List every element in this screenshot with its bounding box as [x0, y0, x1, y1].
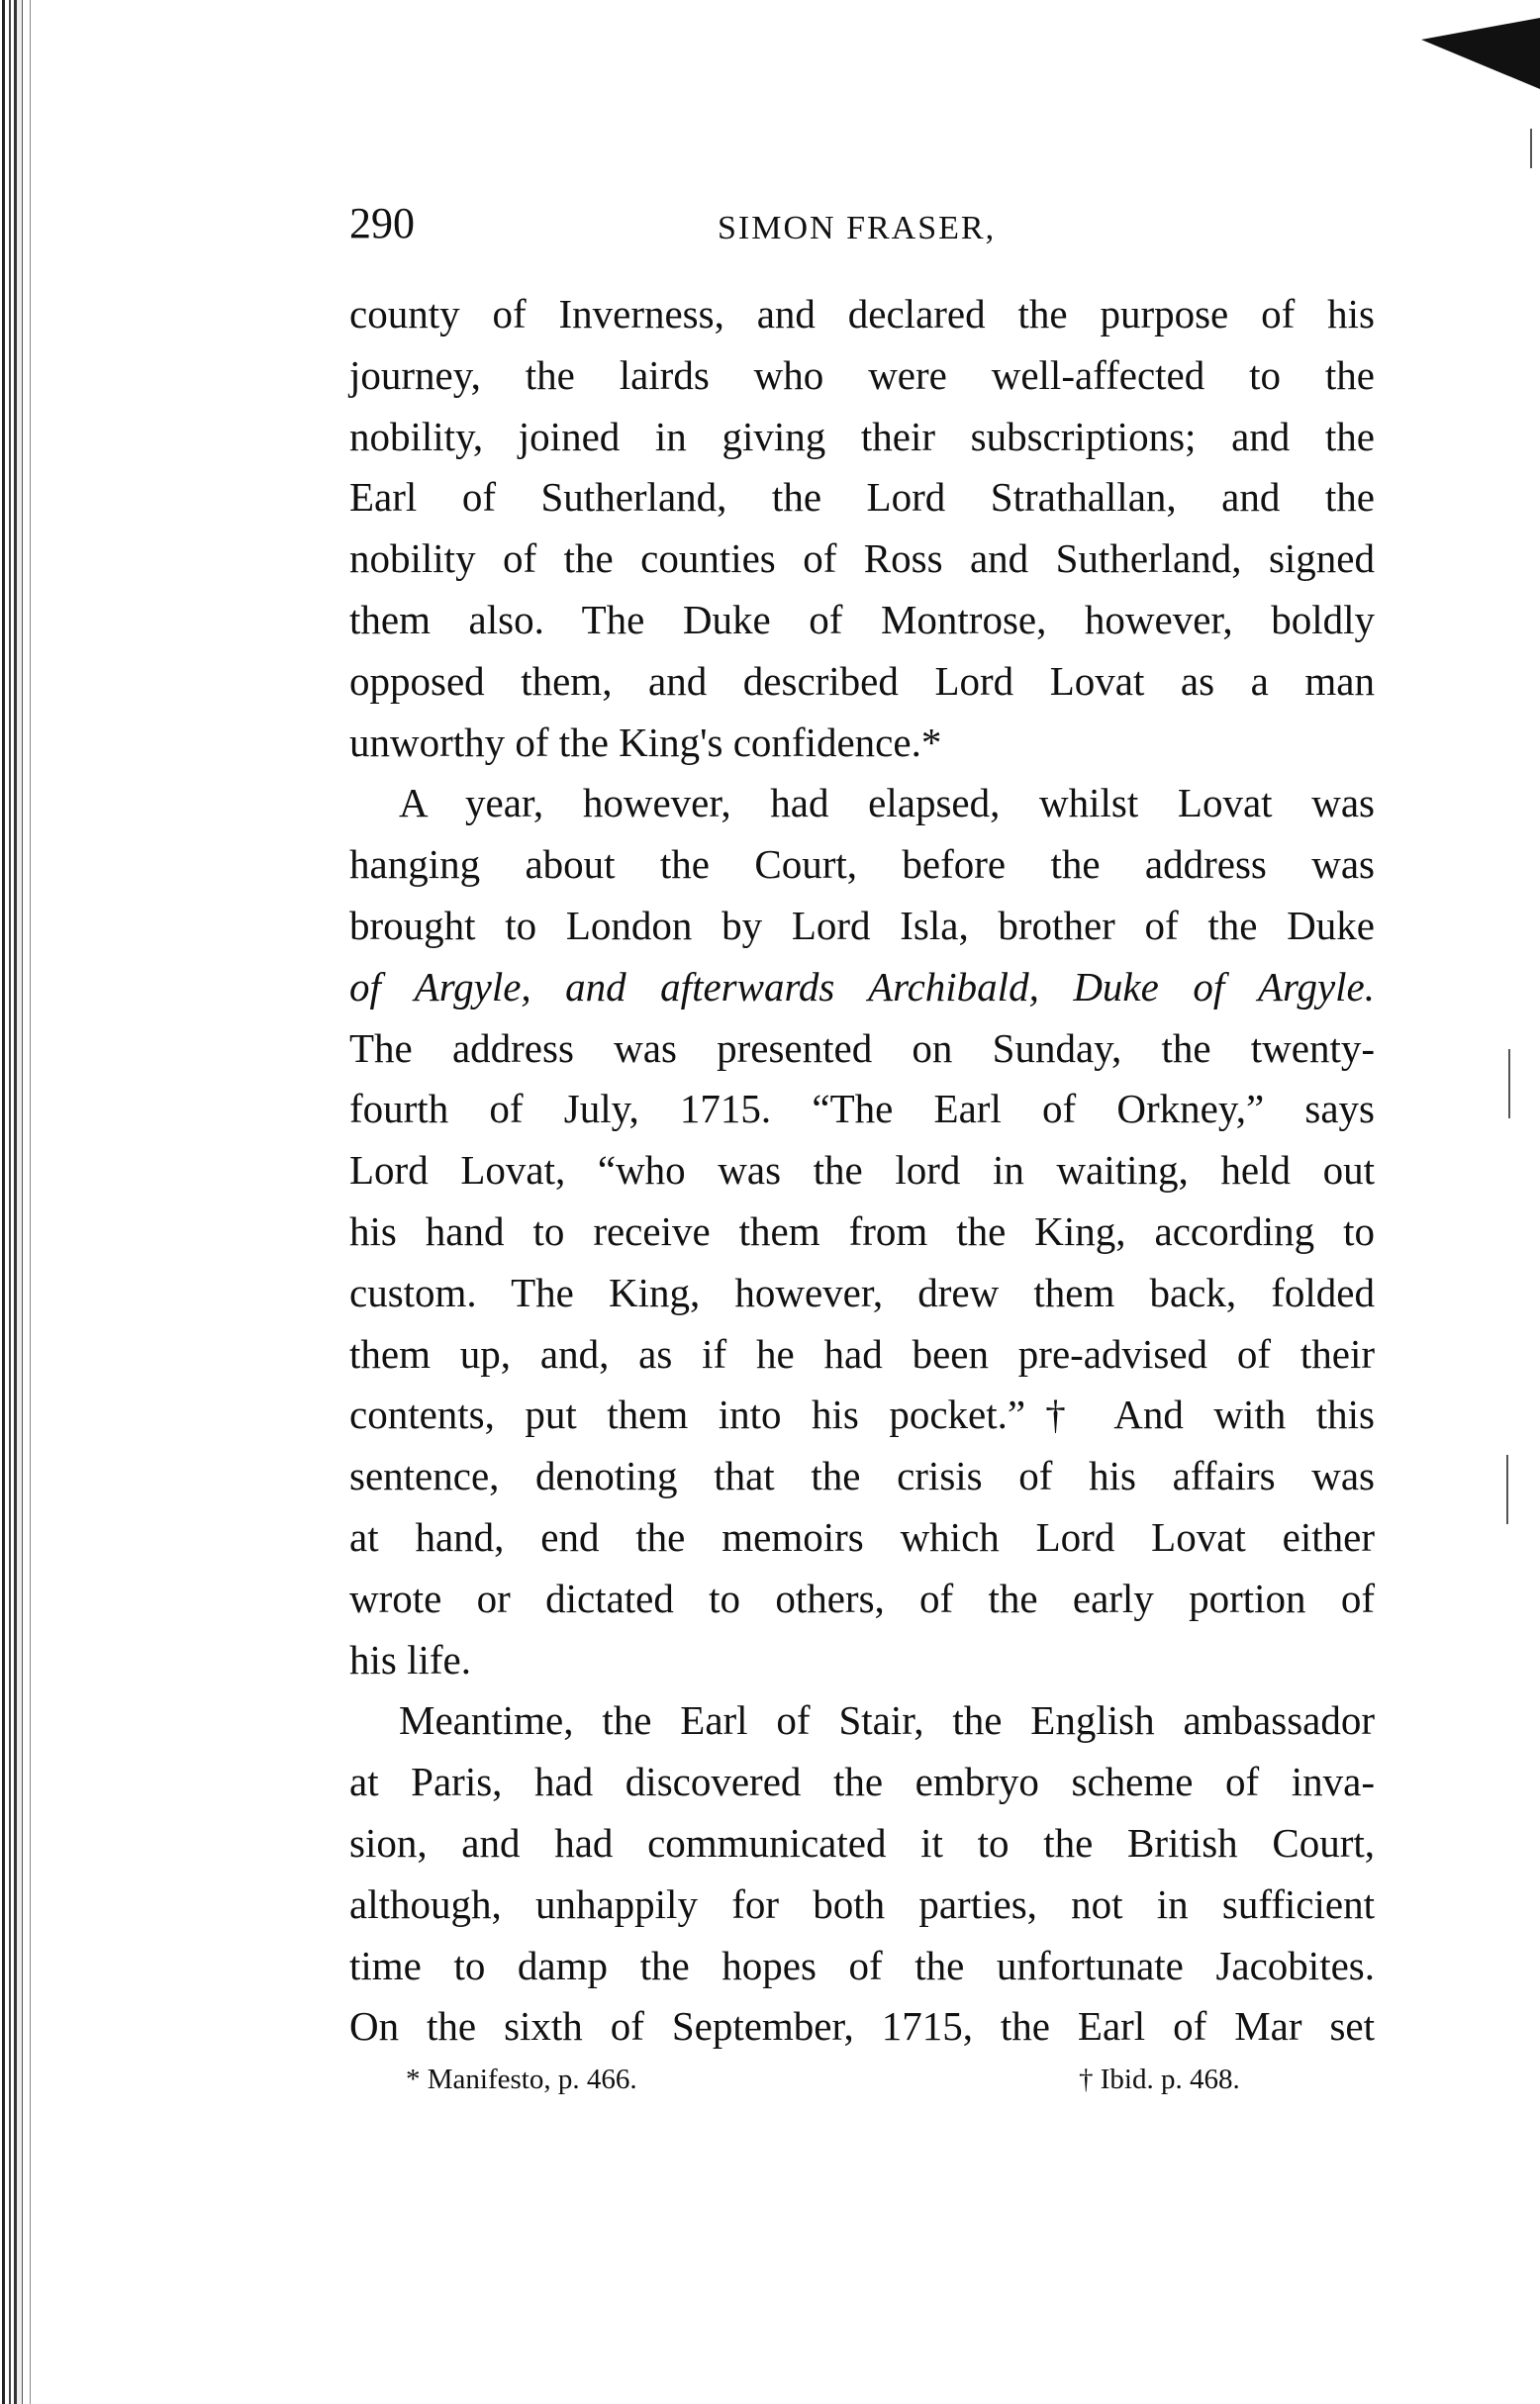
text-line: A year, however, had elapsed, whilst Lovat was: [399, 780, 1375, 826]
text-line: at Paris, had discovered the embryo scheme of inva-: [349, 1759, 1375, 1805]
text-line: Earl of Sutherland, the Lord Strathallan, and the: [349, 474, 1375, 521]
text-line: The address was presented on Sunday, the twenty-: [349, 1024, 1375, 1071]
text-line: time to damp the hopes of the unfortunate Jacobites.: [349, 1942, 1375, 1988]
text-line: of Argyle, and afterwards Archibald, Duke of Argyle.: [349, 963, 1375, 1010]
text-line: his hand to receive them from the King, according to: [349, 1207, 1375, 1254]
text-line: fourth of July, 1715. “The Earl of Orkney,” says: [349, 1086, 1375, 1132]
text-line: sion, and had communicated it to the British Court,: [349, 1819, 1375, 1866]
text-line: brought to London by Lord Isla, brother of the Duke: [349, 902, 1375, 948]
paragraph: [349, 1690, 1375, 2058]
text-line: nobility, joined in giving their subscriptions; and the: [349, 413, 1375, 459]
scan-mark: [1506, 1455, 1508, 1524]
paragraph: [349, 284, 1375, 773]
paragraph: [349, 773, 1375, 1690]
page-body: [349, 284, 1375, 2058]
scan-mark: [1530, 129, 1532, 168]
text-line: Meantime, the Earl of Stair, the English ambassador: [399, 1697, 1375, 1744]
text-line: at hand, end the memoirs which Lord Lovat either: [349, 1513, 1375, 1560]
text-line: hanging about the Court, before the address was: [349, 841, 1375, 888]
running-title: SIMON FRASER,: [718, 210, 997, 246]
page-number: 290: [349, 199, 415, 247]
footnote: * Manifesto, p. 466.: [406, 2064, 637, 2095]
text-line: wrote or dictated to others, of the early portion of: [349, 1575, 1375, 1621]
text-line: Lord Lovat, “who was the lord in waiting, held out: [349, 1147, 1375, 1194]
book-binding-edge: [0, 0, 59, 2404]
text-line: unworthy of the King's confidence.*: [349, 719, 942, 765]
footnote: † Ibid. p. 468.: [1079, 2064, 1240, 2095]
text-line: although, unhappily for both parties, not in sufficient: [349, 1880, 1375, 1927]
text-line: journey, the lairds who were well-affected to the: [349, 351, 1375, 398]
text-line: contents, put them into his pocket.”† And with this: [349, 1392, 1375, 1438]
text-line: custom. The King, however, drew them back, folded: [349, 1269, 1375, 1315]
text-line: opposed them, and described Lord Lovat as a man: [349, 657, 1375, 704]
text-line: sentence, denoting that the crisis of his affairs was: [349, 1453, 1375, 1499]
text-line: them up, and, as if he had been pre-advised of their: [349, 1330, 1375, 1377]
text-line: them also. The Duke of Montrose, however, boldly: [349, 596, 1375, 642]
text-line: county of Inverness, and declared the purpose of his: [349, 291, 1375, 337]
text-line: his life.: [349, 1636, 471, 1683]
page-header: [349, 198, 1375, 257]
scan-corner-mark: [1421, 18, 1540, 89]
scan-mark: [1508, 1049, 1510, 1118]
text-line: On the sixth of September, 1715, the Earl of Mar set: [349, 2003, 1375, 2050]
text-line: nobility of the counties of Ross and Sutherland, signed: [349, 535, 1375, 582]
